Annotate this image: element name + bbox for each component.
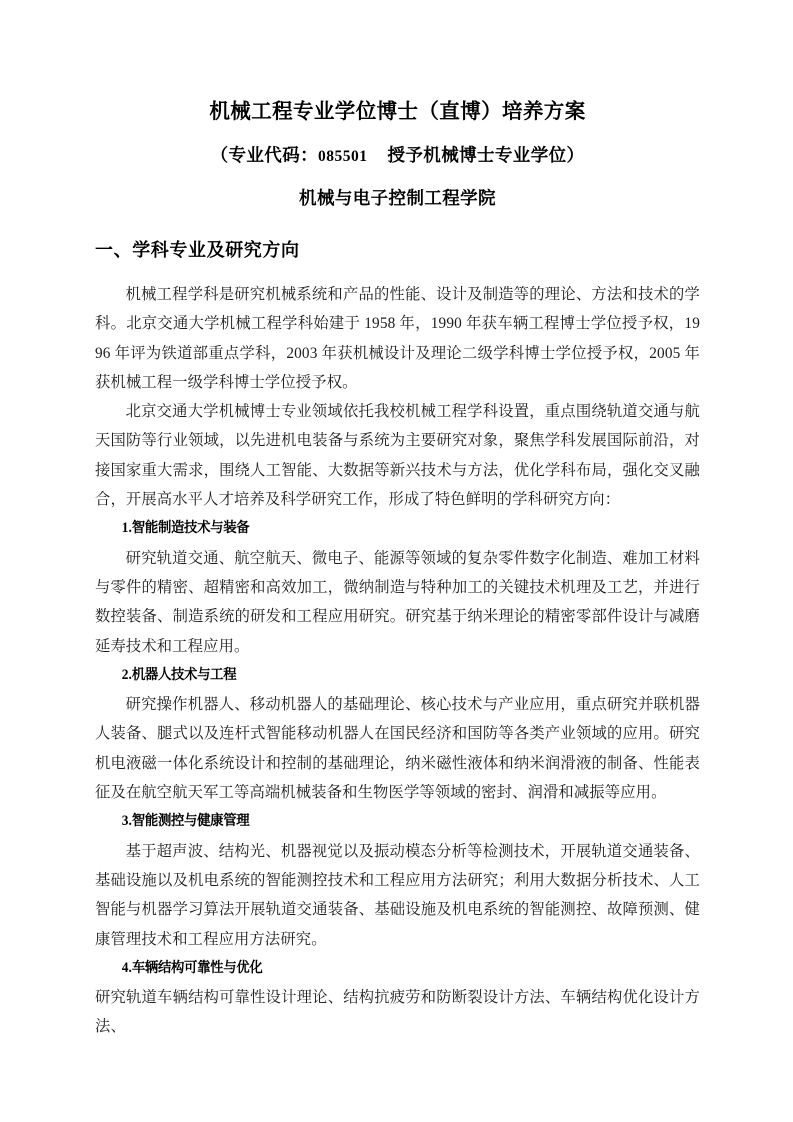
direction-heading-2 bbox=[95, 661, 658, 690]
body-content bbox=[95, 280, 700, 1042]
direction-number-3: 3. bbox=[121, 813, 132, 830]
direction-number-4: 4. bbox=[121, 959, 132, 976]
direction-number-2: 2. bbox=[121, 666, 132, 683]
direction-title-4: 车辆结构可靠性与优化 bbox=[131, 959, 263, 976]
direction-heading-3 bbox=[95, 807, 658, 836]
direction-heading-1 bbox=[95, 514, 658, 543]
subtitle-suffix: 授予机械博士专业学位） bbox=[387, 146, 585, 166]
direction-body-4: 研究轨道车辆结构可靠性设计理论、结构抗疲劳和防断裂设计方法、车辆结构优化设计方法、 bbox=[95, 989, 700, 1036]
document-subtitle bbox=[95, 142, 700, 171]
document-school: 机械与电子控制工程学院 bbox=[299, 189, 496, 209]
title-block bbox=[95, 96, 700, 213]
direction-body-3: 基于超声波、结构光、机器视觉以及振动模态分析等检测技术，开展轨道交通装备、基础设施以及机电系统的智能测控技术和工程应用方法研究；利用大数据分析技术、人工智能与机器学习算法开展轨道交通装备、基础设施及机电系统的智能测控、故障预测、健康管理技术和工程应用方法研究。 bbox=[95, 842, 700, 948]
paragraph-intro-2: 北京交通大学机械博士专业领域依托我校机械工程学科设置，重点围绕轨道交通与航天国防等行业领域，以先进机电装备与系统为主要研究对象，聚焦学科发展国际前沿，对接国家重大需求，围绕人工智能、大数据等新兴技术与方法，优化学科布局，强化交叉融合，开展高水平人才培养及科学研究工作，形成了特色鲜明的学科研究方向： bbox=[95, 403, 700, 509]
section-heading-disciplines: 一、学科专业及研究方向 bbox=[95, 240, 300, 261]
subtitle-prefix: （专业代码： bbox=[210, 146, 318, 166]
paragraph-intro-1: 机械工程学科是研究机械系统和产品的性能、设计及制造等的理论、方法和技术的学科。北京交通大学机械工程学科始建于 1958 年，1990 年获车辆工程博士学位授予权，1996 年评为铁道部重点学科，2003 年获机械设计及理论二级学科博士学位授予权，2005 年获机械工程一级学科博士学位授予权。 bbox=[95, 286, 700, 391]
direction-title-2: 机器人技术与工程 bbox=[131, 666, 237, 683]
direction-heading-4 bbox=[95, 954, 658, 983]
major-code: 085501 bbox=[318, 148, 368, 165]
direction-body-1: 研究轨道交通、航空航天、微电子、能源等领域的复杂零件数字化制造、难加工材料与零件的精密、超精密和高效加工，微纳制造与特种加工的关键技术机理及工艺，并进行数控装备、制造系统的研发和工程应用研究。研究基于纳米理论的精密零部件设计与减磨延寿技术和工程应用。 bbox=[95, 549, 700, 655]
direction-body-2: 研究操作机器人、移动机器人的基础理论、核心技术与产业应用，重点研究并联机器人装备、腿式以及连杆式智能移动机器人在国民经济和国防等各类产业领域的应用。研究机电液磁一体化系统设计和控制的基础理论，纳米磁性液体和纳米润滑液的制备、性能表征及在航空航天军工等高端机械装备和生物医学等领域的密封、润滑和减振等应用。 bbox=[95, 696, 700, 802]
direction-title-3: 智能测控与健康管理 bbox=[131, 813, 250, 830]
document-title: 机械工程专业学位博士（直博）培养方案 bbox=[209, 99, 586, 123]
direction-number-1: 1. bbox=[121, 520, 132, 537]
direction-title-1: 智能制造技术与装备 bbox=[131, 520, 250, 537]
